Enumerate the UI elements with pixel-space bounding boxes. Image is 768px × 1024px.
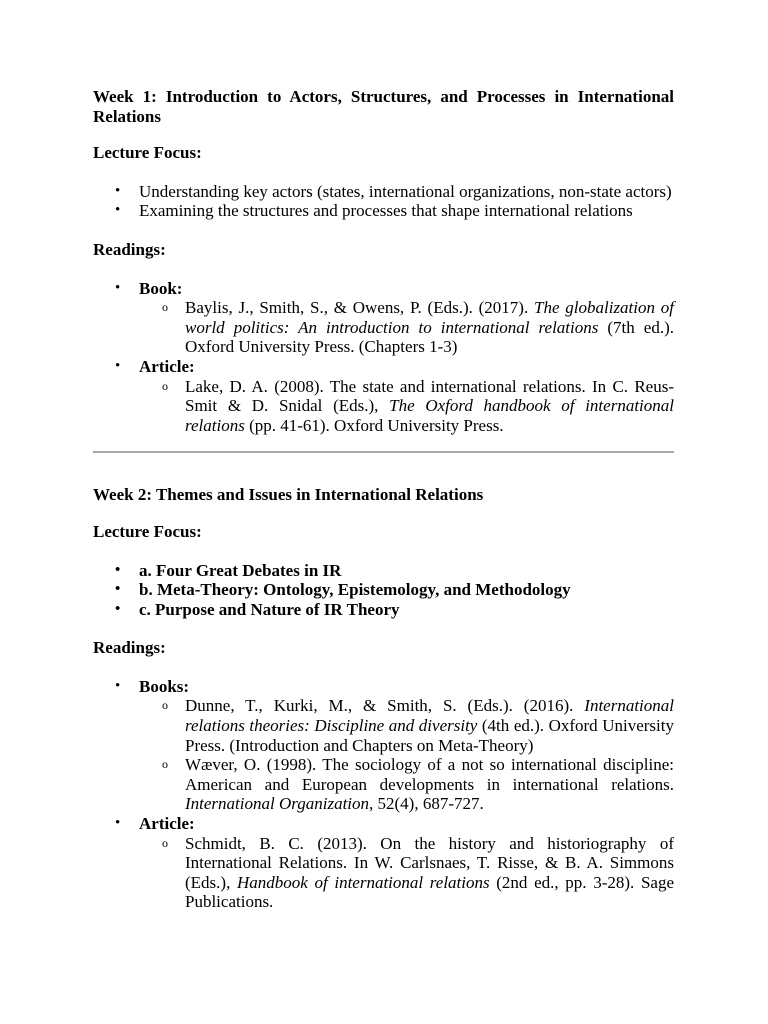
week-1-readings-list — [93, 279, 674, 436]
citation-title: The Oxford handbook of international relations — [185, 396, 674, 435]
citation-text: Baylis, J., Smith, S., & Owens, P. (Eds.). (2017). — [185, 298, 534, 318]
list-item — [93, 814, 674, 912]
citation-text: (pp. 41-61). Oxford University Press. — [244, 415, 504, 435]
article-label: Article: — [139, 814, 195, 834]
list-item — [93, 357, 674, 435]
citation — [139, 298, 674, 357]
article-sublist — [139, 834, 674, 912]
book-label: Book: — [139, 278, 183, 298]
list-item: • Understanding key actors (states, international organizations, non-state actors) — [93, 182, 674, 202]
citation — [139, 755, 674, 814]
document-content — [93, 87, 674, 912]
week-2-readings-heading: Readings: — [93, 638, 166, 658]
citation-text: Dunne, T., Kurki, M., & Smith, S. (Eds.). (2016). — [185, 696, 585, 716]
list-item: • b. Meta-Theory: Ontology, Epistemology, and Methodology — [93, 580, 674, 600]
list-item: • c. Purpose and Nature of IR Theory — [93, 600, 674, 620]
week-1-title: Week 1: Introduction to Actors, Structures, and Processes in International Relations — [93, 87, 674, 126]
citation-text: (7th ed.). Oxford University Press. (Chapters 1-3) — [185, 317, 674, 357]
citation-text: Lake, D. A. (2008). The state and international relations. In C. Reus-Smit & D. Snidal (Eds.), — [185, 376, 674, 416]
week-2-lecture-focus-heading: Lecture Focus: — [93, 521, 202, 541]
section-divider — [93, 451, 674, 453]
list-item: • a. Four Great Debates in IR — [93, 561, 674, 581]
citation — [139, 834, 674, 912]
citation-title: International Organization — [185, 794, 370, 814]
citation-text: Schmidt, B. C. (2013). On the history and historiography of International Relations. In W. Carlsnaes, T. Risse, & B. A. Simmons (Eds.), — [185, 833, 674, 892]
citation-text: , 52(4), 687-727. — [369, 794, 484, 814]
books-label: Books: — [139, 676, 190, 696]
list-item — [93, 677, 674, 814]
citation-title: Handbook of international relations — [236, 872, 490, 892]
books-sublist — [139, 696, 674, 814]
citation-text: Wæver, O. (1998). The sociology of a not so international discipline: American and European developments in international relations. — [185, 755, 674, 794]
citation — [139, 377, 674, 436]
article-sublist — [139, 377, 674, 436]
citation-text: (4th ed.). Oxford University Press. (Introduction and Chapters on Meta-Theory) — [185, 716, 674, 755]
week-2-readings-list — [93, 677, 674, 912]
week-1-lecture-focus-heading: Lecture Focus: — [93, 143, 202, 163]
week-2-section — [93, 485, 674, 912]
week-1-section — [93, 87, 674, 435]
citation-title: The globalization of world politics: An introduction to international relations — [185, 298, 674, 337]
week-1-readings-heading: Readings: — [93, 239, 166, 259]
week-1-focus-list — [93, 182, 674, 221]
list-item — [93, 279, 674, 357]
week-2-focus-list — [93, 561, 674, 620]
citation-text: (2nd ed., pp. 3-28). Sage Publications. — [185, 872, 674, 912]
citation — [139, 696, 674, 755]
book-sublist — [139, 298, 674, 357]
citation-title: International relations theories: Discipline and diversity — [185, 696, 674, 736]
list-item: • Examining the structures and processes that shape international relations — [93, 201, 674, 221]
week-2-title: Week 2: Themes and Issues in International Relations — [93, 485, 484, 505]
article-label: Article: — [139, 356, 195, 376]
